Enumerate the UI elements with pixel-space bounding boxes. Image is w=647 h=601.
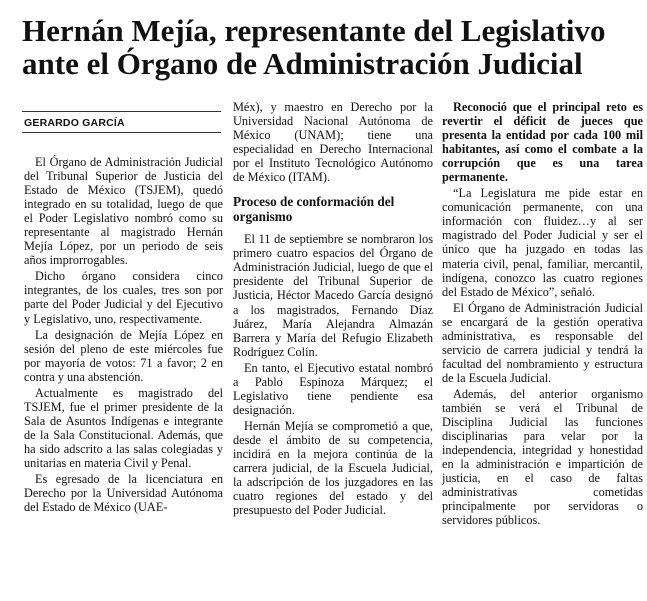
paragraph: Actualmente es magistrado del TSJEM, fue el primer presidente de la Sala de Asuntos Indígenas e integrante de la Sala Constitucional. Además, que ha sido adscrito a las salas colegiadas y unitarias en materia Civil y Penal. (24, 385, 223, 470)
subheading: Proceso de conformación del organismo (233, 194, 395, 225)
paragraph: En tanto, el Ejecutivo estatal nombró a Pablo Espinoza Márquez; el Legislativo tiene pendiente esa designación. (233, 360, 433, 417)
paragraph: Hernán Mejía se comprometió a que, desde el ámbito de su competencia, incidirá en la mejora continúa de la carrera judicial, de la Escuela Judicial, la adscripción de los juzgadores en las cuatro regiones del estado y del presupuesto del Poder Judicial. (233, 418, 433, 518)
article-column-1 (24, 155, 223, 516)
article-column-2 (233, 100, 433, 519)
headline-line-2: ante el Órgano de Administración Judicial (22, 46, 583, 81)
byline: GERARDO GARCÍA (24, 117, 125, 129)
paragraph: Además, del anterior organismo también se verá el Tribunal de Disciplina Judicial las funciones disciplinarias para velar por la independencia, integridad y honestidad en la administración e impartición de justicia, en el caso de faltas administrativas cometidas principalmente por servidoras o servidores públicos. (442, 386, 643, 528)
paragraph: “La Legislatura me pide estar en comunicación permanente, con una información con fluidez…y al ser magistrado del Poder Judicial y ser el único que ha juzgado en todas las materia civil, penal, familiar, mercantil, indígena, conozco las cuatro regiones del Estado de México”, señaló. (442, 186, 643, 299)
paragraph: El 11 de septiembre se nombraron los primero cuatro espacios del Órgano de Administración Judicial, luego de que el presidente del Tribunal Superior de Justicia, Héctor Macedo García designó a los magistrados, Fernando Díaz Juárez, María Alejandra Almazán Barrera y María del Refugio Elizabeth Rodríguez Colín. (233, 232, 433, 359)
paragraph: Es egresado de la licenciatura en Derecho por la Universidad Autónoma del Estado de México (UAE- (24, 472, 223, 515)
paragraph: La designación de Mejía López en sesión del pleno de este miércoles fue por mayoría de votos: 71 a favor; 2 en contra y una abstención. (24, 327, 223, 384)
article-column-3 (442, 100, 643, 529)
byline-top-rule (22, 111, 221, 112)
paragraph: Méx), y maestro en Derecho por la Universidad Nacional Autónoma de México (UNAM); tiene una especialidad en Derecho Internacional por el Instituto Tecnológico Autónomo de México (ITAM). (233, 100, 433, 185)
paragraph: Reconoció que el principal reto es revertir el déficit de jueces que presenta la entidad por cada 100 mil habitantes, así como el combate a la corrupción que es una tarea permanente. (442, 100, 643, 185)
paragraph: El Órgano de Administración Judicial del Tribunal Superior de Justicia del Estado de México (TSJEM), quedó integrado en su totalidad, luego de que el Poder Legislativo nombró como su representante al magistrado Hernán Mejía López, por un periodo de seis años improrrogables. (24, 155, 223, 268)
byline-bottom-rule (22, 132, 221, 133)
headline (22, 14, 642, 80)
paragraph: Dicho órgano considera cinco integrantes, de los cuales, tres son por parte del Poder Judicial y del Ejecutivo y Legislativo, uno, respectivamente. (24, 269, 223, 326)
headline-line-1: Hernán Mejía, representante del Legislativo (22, 13, 606, 48)
paragraph: El Órgano de Administración Judicial se encargará de la gestión operativa administrativa, es responsable del servicio de carrera judicial y tendrá la facultad del nombramiento y estructura de la Escuela Judicial. (442, 300, 643, 385)
